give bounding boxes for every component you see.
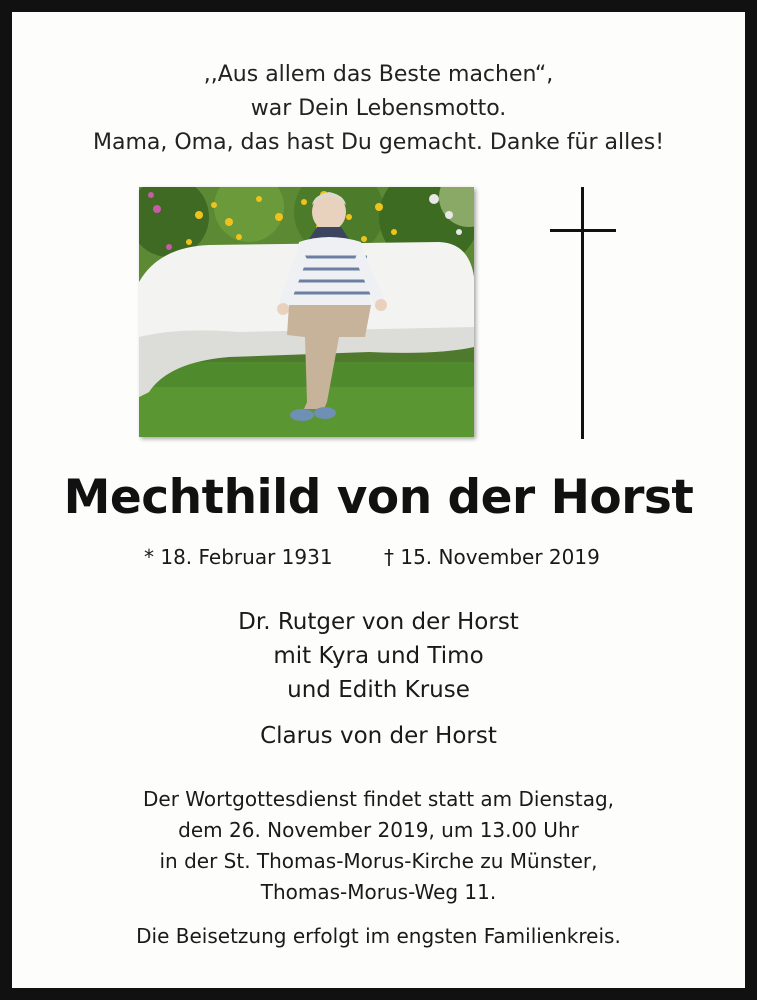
service-line-3: in der St. Thomas-Morus-Kirche zu Münster,	[159, 849, 598, 873]
mourners-list	[12, 605, 745, 753]
service-line-2: dem 26. November 2019, um 13.00 Uhr	[178, 818, 579, 842]
mourner-line-1: Dr. Rutger von der Horst	[238, 609, 519, 635]
mourner-line-3: und Edith Kruse	[287, 677, 470, 703]
burial-note: Die Beisetzung erfolgt im engsten Familienkreis.	[136, 924, 621, 948]
portrait-photo	[139, 187, 474, 437]
motto-line-1: ,,Aus allem das Beste machen“,	[203, 62, 554, 87]
mourner-line-2: mit Kyra und Timo	[273, 643, 484, 669]
motto-quote	[12, 58, 745, 160]
mourner-line-4: Clarus von der Horst	[260, 723, 497, 749]
birth-date: * 18. Februar 1931	[144, 545, 333, 569]
deceased-name: Mechthild von der Horst	[63, 470, 694, 525]
motto-line-3: Mama, Oma, das hast Du gemacht. Danke für alles!	[92, 130, 665, 155]
cross-icon	[548, 187, 618, 439]
service-details	[12, 784, 745, 908]
death-date: † 15. November 2019	[384, 545, 600, 569]
service-line-4: Thomas-Morus-Weg 11.	[260, 880, 497, 904]
service-line-1: Der Wortgottesdienst findet statt am Dienstag,	[142, 787, 614, 811]
obituary-card	[12, 12, 745, 988]
portrait-photo-illustration	[139, 187, 474, 437]
motto-line-2: war Dein Lebensmotto.	[250, 96, 507, 121]
